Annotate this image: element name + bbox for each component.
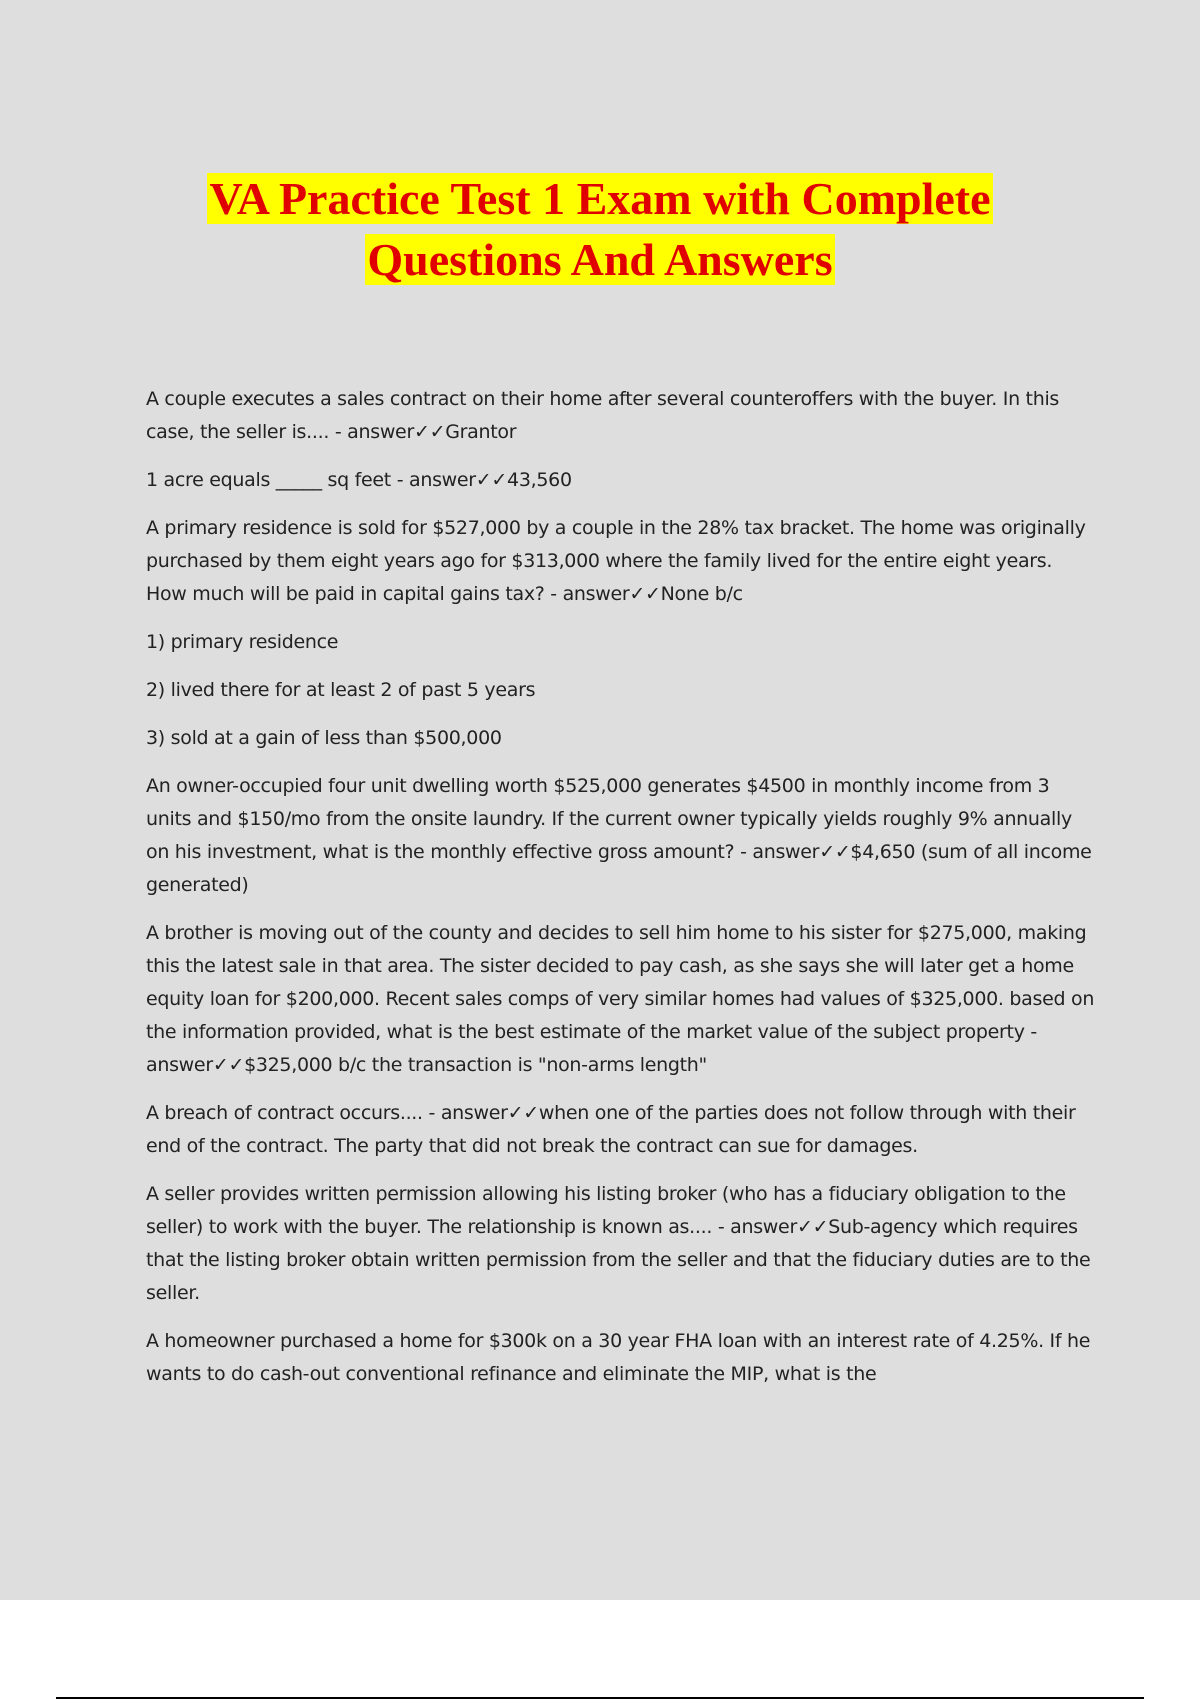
answer-list-item: 1) primary residence [146, 631, 339, 653]
question-paragraph: 1 acre equals _____ sq feet - answer✓✓43,560 [146, 469, 572, 491]
title-line-1: VA Practice Test 1 Exam with Complete [209, 173, 991, 224]
question-paragraph: A couple executes a sales contract on their home after several counteroffers with the buyer. In this case, the seller is.... - answer✓✓Grantor [146, 388, 1060, 443]
footer-divider [56, 1697, 1144, 1699]
document-body [146, 383, 1096, 1406]
answer-list-item: 3) sold at a gain of less than $500,000 [146, 727, 502, 749]
question-paragraph: A homeowner purchased a home for $300k on a 30 year FHA loan with an interest rate of 4.25%. If he wants to do cash-out conventional refinance and eliminate the MIP, what is the [146, 1330, 1091, 1385]
title-line-2: Questions And Answers [367, 234, 833, 285]
question-paragraph: An owner-occupied four unit dwelling worth $525,000 generates $4500 in monthly income from 3 units and $150/mo from the onsite laundry. If the current owner typically yields roughly 9% annually on his investment, what is the monthly effective gross amount? - answer✓✓$4,650 (sum of all income generated) [146, 775, 1092, 896]
question-paragraph: A seller provides written permission allowing his listing broker (who has a fiduciary obligation to the seller) to work with the buyer. The relationship is known as.... - answer✓✓Sub-agency which requires that the listing broker obtain written permission from the seller and that the fiduciary duties are to the seller. [146, 1183, 1091, 1304]
answer-list-item: 2) lived there for at least 2 of past 5 years [146, 679, 536, 701]
document-title [0, 168, 1200, 290]
question-paragraph: A breach of contract occurs.... - answer✓✓when one of the parties does not follow through with their end of the contract. The party that did not break the contract can sue for damages. [146, 1102, 1076, 1157]
question-paragraph: A primary residence is sold for $527,000 by a couple in the 28% tax bracket. The home was originally purchased by them eight years ago for $313,000 where the family lived for the entire eight years. How much will be paid in capital gains tax? - answer✓✓None b/c [146, 517, 1086, 605]
question-paragraph: A brother is moving out of the county and decides to sell him home to his sister for $275,000, making this the latest sale in that area. The sister decided to pay cash, as she says she will later get a home equity loan for $200,000. Recent sales comps of very similar homes had values of $325,000. based on the information provided, what is the best estimate of the market value of the subject property - answer✓✓$325,000 b/c the transaction is "non-arms length" [146, 922, 1095, 1076]
